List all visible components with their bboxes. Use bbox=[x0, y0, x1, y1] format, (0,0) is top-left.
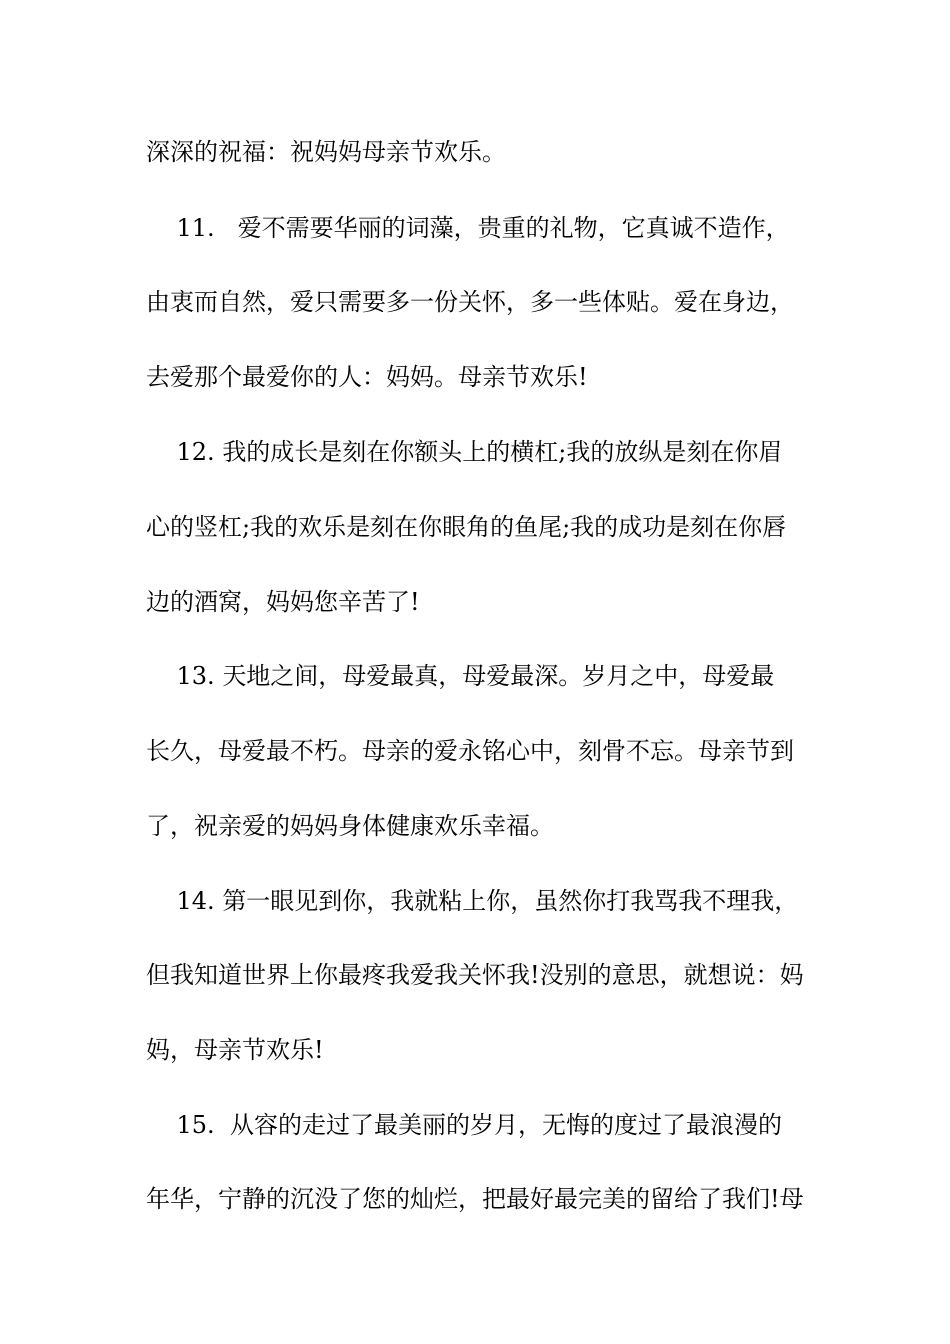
text-line: 15. 从容的走过了最美丽的岁月，无悔的度过了最浪漫的 bbox=[146, 1111, 782, 1139]
text-line: 14. 第一眼见到你，我就粘上你，虽然你打我骂我不理我， bbox=[146, 887, 799, 915]
text-line: 但我知道世界上你最疼我爱我关怀我!没别的意思，就想说：妈 bbox=[146, 961, 804, 989]
text-line: 心的竖杠;我的欢乐是刻在你眼角的鱼尾;我的成功是刻在你唇 bbox=[146, 513, 787, 541]
text-line: 12. 我的成长是刻在你额头上的横杠;我的放纵是刻在你眉 bbox=[146, 438, 783, 466]
text-line: 深深的祝福：祝妈妈母亲节欢乐。 bbox=[146, 138, 506, 166]
text-line: 长久，母爱最不朽。母亲的爱永铭心中，刻骨不忘。母亲节到 bbox=[146, 737, 794, 765]
text-line: 边的酒窝，妈妈您辛苦了! bbox=[146, 588, 420, 616]
text-line: 13. 天地之间，母爱最真，母爱最深。岁月之中，母爱最 bbox=[146, 662, 775, 690]
text-line: 年华，宁静的沉没了您的灿烂，把最好最完美的留给了我们!母 bbox=[146, 1185, 804, 1213]
text-line: 由衷而自然，爱只需要多一份关怀，多一些体贴。爱在身边， bbox=[146, 288, 794, 316]
text-line: 妈，母亲节欢乐! bbox=[146, 1036, 324, 1064]
text-line: 11. 爱不需要华丽的词藻，贵重的礼物，它真诚不造作， bbox=[146, 214, 790, 242]
text-line: 去爱那个最爱你的人：妈妈。母亲节欢乐! bbox=[146, 363, 588, 391]
text-line: 了，祝亲爱的妈妈身体健康欢乐幸福。 bbox=[146, 812, 554, 840]
